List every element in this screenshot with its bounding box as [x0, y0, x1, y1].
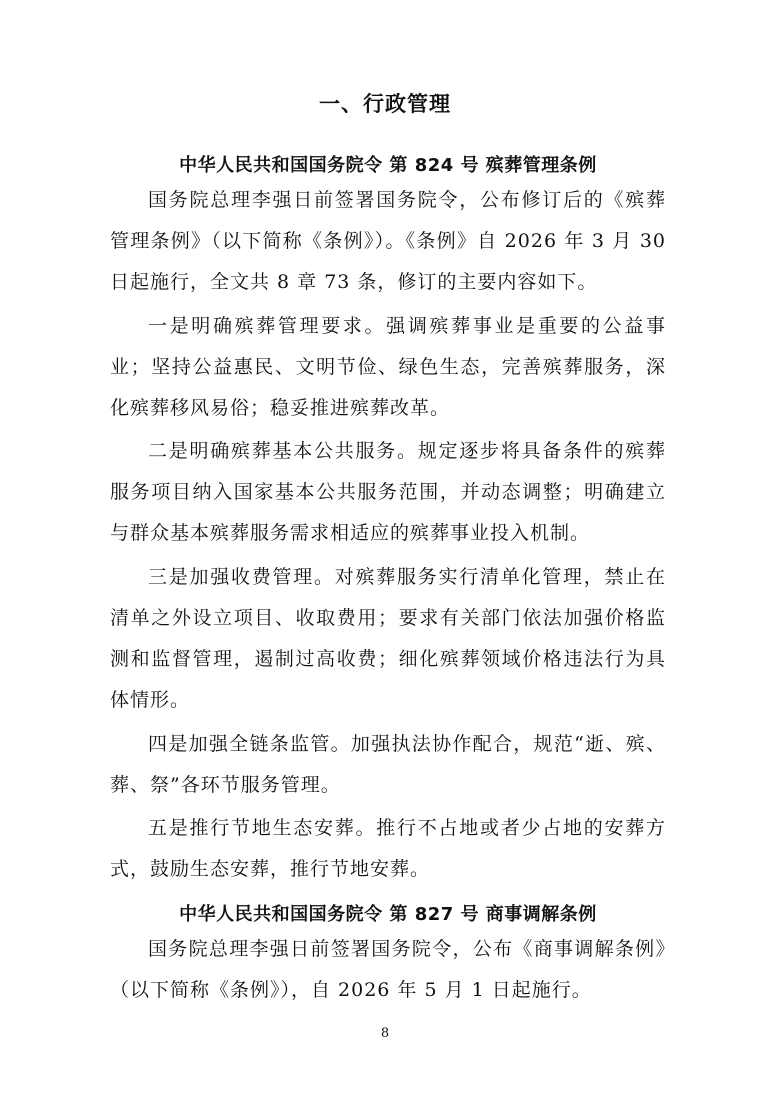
- paragraph-point-3: 三是加强收费管理。对殡葬服务实行清单化管理，禁止在清单之外设立项目、收取费用；要求有关部门依法加强价格监测和监督管理，遏制过高收费；细化殡葬领域价格违法行为具体情形。: [110, 566, 666, 711]
- regulation-824-body: [110, 180, 666, 303]
- regulation-824-point-4: [110, 724, 666, 806]
- regulation-title: 中华人民共和国国务院令 第 827 号 商事调解条例: [179, 904, 597, 925]
- section-title: 一、行政管理: [319, 92, 451, 116]
- paragraph-point-1: 一是明确殡葬管理要求。强调殡葬事业是重要的公益事业；坚持公益惠民、文明节俭、绿色生态，完善殡葬服务，深化殡葬移风易俗；稳妥推进殡葬改革。: [110, 315, 666, 419]
- regulation-824-title-block: [110, 151, 666, 177]
- regulation-824-point-3: [110, 557, 666, 721]
- regulation-title: 中华人民共和国国务院令 第 824 号 殡葬管理条例: [179, 155, 597, 176]
- paragraph-intro: 国务院总理李强日前签署国务院令，公布修订后的《殡葬管理条例》（以下简称《条例》）。《条例》自 2026 年 3 月 30 日起施行，全文共 8 章 73 条，修订的主要内容如下。: [110, 189, 666, 293]
- paragraph-point-2: 二是明确殡葬基本公共服务。规定逐步将具备条件的殡葬服务项目纳入国家基本公共服务范围，并动态调整；明确建立与群众基本殡葬服务需求相适应的殡葬事业投入机制。: [110, 440, 666, 544]
- regulation-827-title-block: [110, 900, 666, 926]
- paragraph-point-4: 四是加强全链条监管。加强执法协作配合，规范“逝、殡、葬、祭”各环节服务管理。: [110, 733, 666, 796]
- regulation-824-point-5: [110, 808, 666, 890]
- page-number: 8: [380, 1026, 390, 1041]
- regulation-824-point-1: [110, 306, 666, 429]
- paragraph-intro: 国务院总理李强日前签署国务院令，公布《商事调解条例》（以下简称《条例》），自 2026 年 5 月 1 日起施行。: [110, 938, 666, 1001]
- regulation-827-body: [110, 929, 666, 1011]
- regulation-824-point-2: [110, 431, 666, 554]
- paragraph-point-5: 五是推行节地生态安葬。推行不占地或者少占地的安葬方式，鼓励生态安葬，推行节地安葬。: [110, 817, 666, 880]
